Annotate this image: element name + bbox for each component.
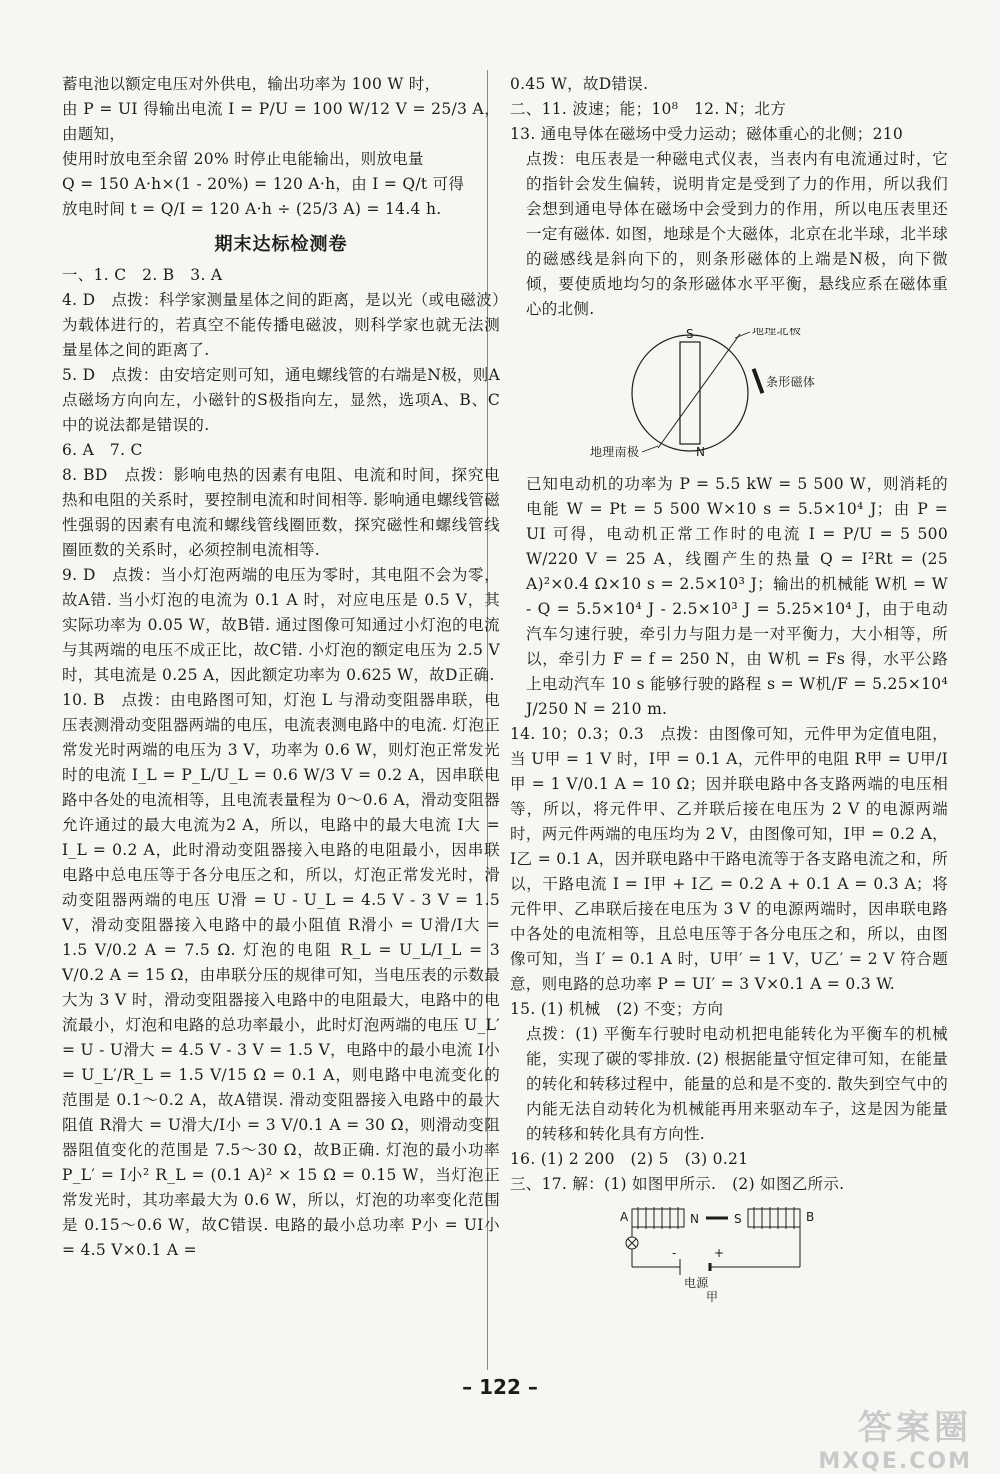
label-magnet: 条形磁体 bbox=[766, 375, 816, 389]
leader-line bbox=[642, 446, 658, 452]
label-geo-north: 地理北极 bbox=[752, 328, 802, 337]
small-magnet bbox=[752, 368, 765, 394]
label-plus: + bbox=[714, 1246, 725, 1260]
earth-axis bbox=[658, 334, 740, 448]
circuit-diagram bbox=[510, 1203, 948, 1303]
label-b: B bbox=[806, 1210, 815, 1224]
answer-item: 4. D 点拨：科学家测量星体之间的距离，是以光（或电磁波）为载体进行的，若真空不能传播电磁波，则科学家也就无法测量星体之间的距离了. bbox=[62, 291, 500, 359]
answer-item: 8. BD 点拨：影响电热的因素有电阻、电流和时间，探究电热和电阻的关系时，要控制电流和时间相等. 影响通电螺线管磁性强弱的因素有电流和螺线管线圈匝数，探究磁性和螺线管线圈匝数的关系时，必须控制电流相等. bbox=[62, 466, 500, 559]
answer-item: 三、17. 解：(1) 如图甲所示. (2) 如图乙所示. bbox=[510, 1175, 845, 1193]
answer-item: 6. A 7. C bbox=[62, 441, 143, 459]
left-column bbox=[62, 72, 500, 1263]
coil-a bbox=[638, 1207, 678, 1229]
label-n: N bbox=[690, 1212, 700, 1226]
explanation: 已知电动机的功率为 P = 5.5 kW = 5 500 W，则消耗的电能 W = Pt = 5 500 W×10 s = 5.5×10⁴ J；由 P = UI 可得，电动机正常工作时的电流 I = P/U = 5 500 W/220 V = 25 A，线圈产生的热量 Q = I²Rt = (25 A)²×0.4 Ω×10 s = 2.5×10³ J；输出的机械能 W机 = W - Q = 5.5×10⁴ J - 2.5×10³ J = 5.25×10⁴ J，由于电动汽车匀速行驶，牵引力与阻力是一对平衡力，大小相等，所以，牵引力 F = f = 250 N，由 W机 = Fs 得，水平公路上电动汽车 10 s 能够行驶的路程 s = W机/F = 5.25×10⁴ J/250 N = 210 m. bbox=[526, 475, 948, 718]
label-geo-south: 地理南极 bbox=[590, 445, 640, 458]
figure-caption: 甲 bbox=[706, 1290, 719, 1303]
solenoid-a bbox=[632, 1209, 684, 1227]
intro-line: Q = 150 A·h×(1 - 20%) = 120 A·h，由 I = Q/t 可得 bbox=[62, 175, 465, 193]
section-title: 期末达标检测卷 bbox=[214, 234, 348, 255]
earth-diagram bbox=[510, 328, 948, 458]
label-n: N bbox=[696, 445, 706, 458]
watermark bbox=[818, 1400, 972, 1474]
earth-circle bbox=[632, 335, 748, 451]
label-s: S bbox=[686, 328, 694, 341]
label-s: S bbox=[734, 1212, 742, 1226]
label-source: 电源 bbox=[684, 1276, 709, 1290]
answer-item: 一、1. C 2. B 3. A bbox=[62, 266, 223, 284]
label-minus: - bbox=[672, 1246, 677, 1260]
intro-line: 蓄电池以额定电压对外供电，输出功率为 100 W 时， bbox=[62, 75, 441, 93]
answer-item: 15. (1) 机械 (2) 不变；方向 bbox=[510, 1000, 724, 1018]
page-number: – 122 – bbox=[462, 1375, 538, 1399]
answer-item: 二、11. 波速；能；10⁸ 12. N；北方 bbox=[510, 100, 787, 118]
answer-item: 10. B 点拨：由电路图可知，灯泡 L 与滑动变阻器串联，电压表测滑动变阻器两端的电压，电流表测电路中的电流. 灯泡正常发光时两端的电压为 3 V，功率为 0.6 W，则灯泡正常发光时的电流 I_L = P_L/U_L = 0.6 W/3 V = 0.2 A，因串联电路中各处的电流相等，且电流表量程为 0～0.6 A，滑动变阻器允许通过的最大电流为2 A，所以，电路中的最大电流 I大 = I_L = 0.2 A，此时滑动变阻器接入电路的电阻最小，因串联电路中总电压等于各分电压之和，所以，灯泡正常发光时，滑动变阻器两端的电压 U滑 = U - U_L = 4.5 V - 3 V = 1.5 V，滑动变阻器接入电路中的最小阻值 R滑小 = U滑/I大 = 1.5 V/0.2 A = 7.5 Ω. 灯泡的电阻 R_L = U_L/I_L = 3 V/0.2 A = 15 Ω，由串联分压的规律可知，当电压表的示数最大为 3 V 时，滑动变阻器接入电路中的电阻最大，电路中的电流最小，灯泡和电路的总功率最小，此时灯泡两端的电压 U_L′ = U - U滑大 = 4.5 V - 3 V = 1.5 V，电路中的最小电流 I小 = U_L′/R_L = 1.5 V/15 Ω = 0.1 A，则电路中电流变化的范围是 0.1～0.2 A，故A错误. 滑动变阻器接入电路中的最大阻值 R滑大 = U滑大/I小 = 3 V/0.1 A = 30 Ω，则滑动变阻器阻值变化的范围是 7.5～30 Ω，故B正确. 灯泡的最小功率 P_L′ = I小² R_L = (0.1 A)² × 15 Ω = 0.15 W，当灯泡正常发光时，其功率最大为 0.6 W，所以，灯泡的功率变化范围是 0.15～0.6 W，故C错误. 电路的最小总功率 P小 = UI小 = 4.5 V×0.1 A = bbox=[62, 691, 500, 1259]
answer-item: 14. 10；0.3；0.3 点拨：由图像可知，元件甲为定值电阻，当 U甲 = 1 V 时，I甲 = 0.1 A，元件甲的电阻 R甲 = U甲/I甲 = 1 V/0.1 A = 10 Ω；因并联电路中各支路两端的电压相等，所以，将元件甲、乙并联后接在电压为 2 V 的电源两端时，两元件两端的电压均为 2 V，由图像可知，I甲 = 0.2 A，I乙 = 0.1 A，因并联电路中干路电流等于各支路电流之和，所以，干路电流 I = I甲 + I乙 = 0.2 A + 0.1 A = 0.3 A；将元件甲、乙串联后接在电压为 3 V 的电源两端时，因串联电路中各处的电流相等，且总电压等于各分电压之和，所以，由图像可知，当 I′ = 0.1 A 时，U甲′ = 1 V，U乙′ = 2 V 符合题意，则电路的总功率 P = UI′ = 3 V×0.1 A = 0.3 W. bbox=[510, 725, 948, 993]
explanation: 点拨：电压表是一种磁电式仪表，当表内有电流通过时，它的指针会发生偏转，说明肯定是受到了力的作用，所以我们会想到通电导体在磁场中会受到力的作用，所以电压表里还一定有磁体. 如图，地球是个大磁体，北京在北半球，北半球的磁感线是斜向下的，则条形磁体的上端是N极，向下微倾，要使质地均匀的条形磁体水平平衡，悬线应系在磁体重心的北侧. bbox=[526, 150, 948, 318]
answer-item: 0.45 W，故D错误. bbox=[510, 75, 649, 93]
label-a: A bbox=[620, 1210, 629, 1224]
answer-item: 5. D 点拨：由安培定则可知，通电螺线管的右端是N极，则A点磁场方向向左，小磁针的S极指向左，显然，选项A、B、C中的说法都是错误的. bbox=[62, 366, 500, 434]
right-column bbox=[510, 72, 948, 1317]
watermark-url: MXQE.COM bbox=[818, 1449, 972, 1474]
answer-item: 16. (1) 2 200 (2) 5 (3) 0.21 bbox=[510, 1150, 749, 1168]
intro-line: 由 P = UI 得输出电流 I = P/U = 100 W/12 V = 25/3 A，由题知， bbox=[62, 100, 500, 143]
leader-line bbox=[735, 332, 750, 338]
circuit-figure bbox=[510, 1203, 948, 1311]
earth-magnet-figure bbox=[510, 328, 948, 466]
answer-item: 13. 通电导体在磁场中受力运动；磁体重心的北侧；210 bbox=[510, 125, 904, 143]
intro-line: 放电时间 t = Q/I = 120 A·h ÷ (25/3 A) = 14.4 h. bbox=[62, 200, 442, 218]
intro-line: 使用时放电至余留 20% 时停止电能输出，则放电量 bbox=[62, 150, 424, 168]
explanation: 点拨：(1) 平衡车行驶时电动机把电能转化为平衡车的机械能，实现了碳的零排放. (2) 根据能量守恒定律可知，在能量的转化和转移过程中，能量的总和是不变的. 散失到空气中的内能无法自动转化为机械能再用来驱动车子，这是因为能量的转移和转化具有方向性. bbox=[526, 1025, 948, 1143]
answer-item: 9. D 点拨：当小灯泡两端的电压为零时，其电阻不会为零，故A错. 当小灯泡的电流为 0.1 A 时，对应电压是 0.5 V，其实际功率为 0.05 W，故B错. 通过图像可知通过小灯泡的电流与其两端的电压不成正比，故C错. 小灯泡的额定电压为 2.5 V 时，其电流是 0.25 A，因此额定功率为 0.625 W，故D正确. bbox=[62, 566, 500, 684]
solenoid-b bbox=[748, 1209, 800, 1227]
watermark-logo: 答案圈 bbox=[858, 1408, 972, 1448]
coil-b bbox=[754, 1207, 794, 1229]
